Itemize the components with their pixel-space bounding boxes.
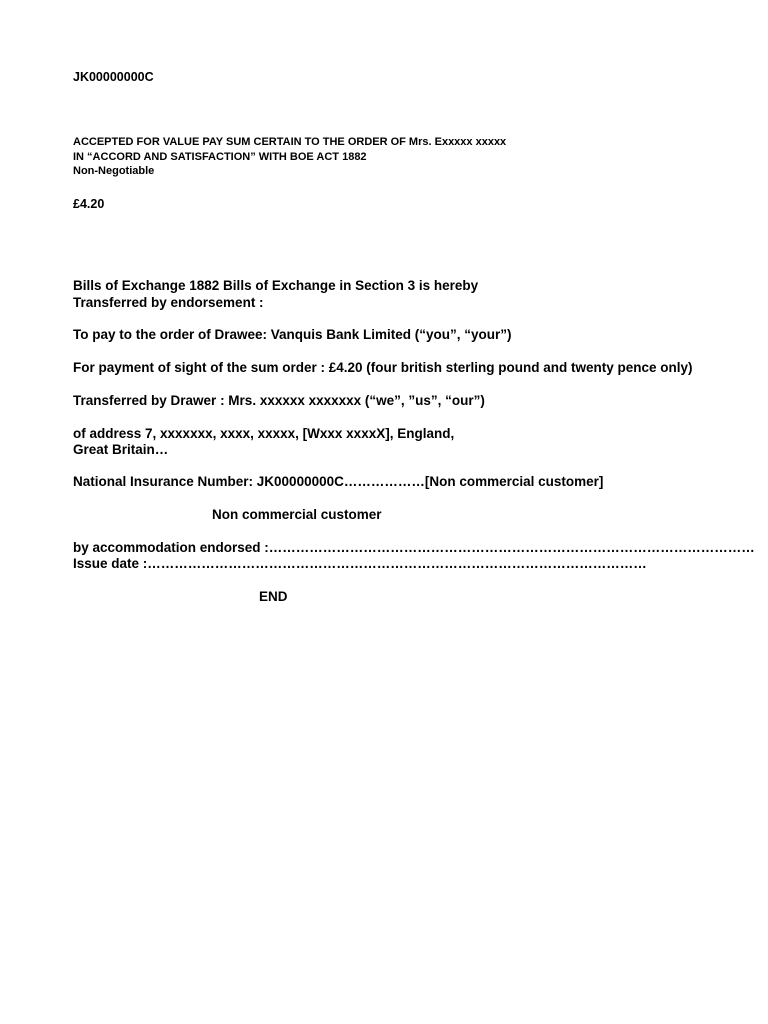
bills-line-1: Bills of Exchange 1882 Bills of Exchange in Section 3 is hereby xyxy=(73,278,479,293)
issue-date-line: Issue date :………………………………………………………………………………………………… xyxy=(73,556,647,571)
acceptance-line-1: ACCEPTED FOR VALUE PAY SUM CERTAIN TO THE ORDER OF Mrs. Exxxxx xxxxx xyxy=(73,136,507,148)
address-line-1: of address 7, xxxxxxx, xxxx, xxxxx, [Wxxx xxxxX], England, xyxy=(73,426,455,441)
customer-type: Non commercial customer xyxy=(212,507,382,522)
payment-line: For payment of sight of the sum order : £4.20 (four british sterling pound and twenty pence only) xyxy=(73,360,693,375)
acceptance-line-2: IN “ACCORD AND SATISFACTION” WITH BOE ACT 1882 xyxy=(73,151,367,163)
drawee-line: To pay to the order of Drawee: Vanquis Bank Limited (“you”, “your”) xyxy=(73,327,512,342)
reference-id: JK00000000C xyxy=(73,70,154,84)
end-marker: END xyxy=(259,589,288,604)
address-line-2: Great Britain… xyxy=(73,442,169,457)
amount: £4.20 xyxy=(73,197,105,211)
drawer-line: Transferred by Drawer : Mrs. xxxxxx xxxxxxx (“we”, ”us”, “our”) xyxy=(73,393,485,408)
bills-line-2: Transferred by endorsement : xyxy=(73,295,264,310)
non-negotiable-label: Non-Negotiable xyxy=(73,165,155,177)
national-insurance-line: National Insurance Number: JK00000000C………………[Non commercial customer] xyxy=(73,474,604,489)
endorsed-line: by accommodation endorsed :……………………………………………………………………………………………… xyxy=(73,540,755,555)
